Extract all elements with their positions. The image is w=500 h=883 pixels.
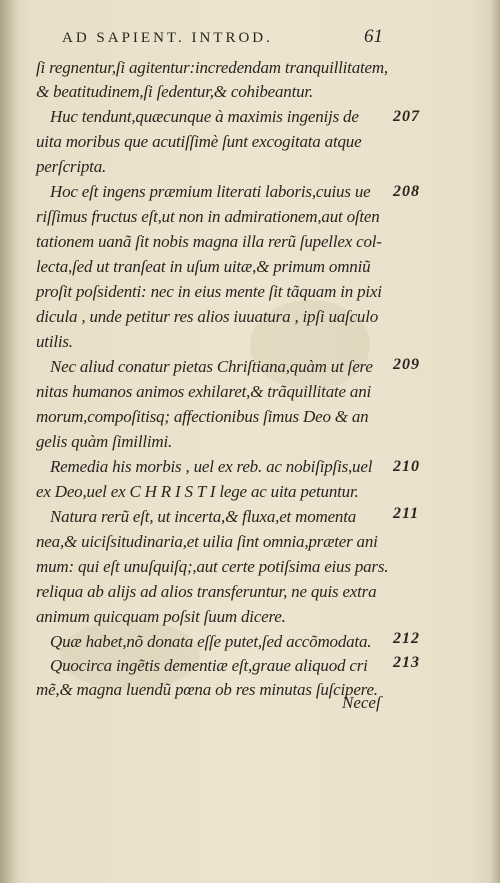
text-line: Huc tendunt,quæcunque à maximis ingenijs de <box>50 107 359 126</box>
text-line: animum quicquam poſsit ſuum dicere. <box>36 607 286 626</box>
text-line: uita moribus que acutiſſimè ſunt excogitata atque <box>36 132 362 151</box>
text-line: morum,compoſitisq; affectionibus ſimus Deo & an <box>36 407 369 426</box>
margin-number: 213 <box>393 654 420 671</box>
margin-number: 212 <box>393 630 420 647</box>
running-head: AD SAPIENT. INTROD. <box>62 30 273 46</box>
text-line: Remedia his morbis , uel ex reb. ac nobiſipſis,uel <box>50 457 373 476</box>
text-line: nea,& uiciſsitudinaria,et uilia ſint omnia,præter ani <box>36 532 378 551</box>
text-line: mum: qui eſt unuſquiſq;,aut certe potiſsima eius pars. <box>36 557 389 576</box>
text-line: ex Deo,uel ex C H R I S T I lege ac uita petuntur. <box>36 482 359 501</box>
text-line: reliqua ab alijs ad alios transferuntur, ne quis extra <box>36 582 377 601</box>
text-line: utilis. <box>36 332 73 351</box>
text-line: riſſimus fructus eſt,ut non in admirationem,aut oſten <box>36 207 380 226</box>
text-line: Hoc eſt ingens præmium literati laboris,cuius ue <box>50 182 371 201</box>
text-line: nitas humanos animos exhilaret,& trãquillitate ani <box>36 382 372 401</box>
text-line: ſi regnentur,ſi agitentur:incredendam tranquillitatem, <box>36 58 388 77</box>
text-line: Quæ habet,nõ donata eſſe putet,ſed accõmodata. <box>50 632 372 651</box>
text-line: gelis quàm ſimillimi. <box>36 432 173 451</box>
text-line: tationem uanã ſit nobis magna illa rerũ ſupellex col- <box>36 232 382 251</box>
text-line: & beatitudinem,ſi ſedentur,& cohibeantur. <box>36 82 313 101</box>
page-number: 61 <box>364 26 383 47</box>
margin-number: 210 <box>393 458 420 475</box>
text-line: Natura rerũ eſt, ut incerta,& fluxa,et momenta <box>50 507 357 526</box>
text-line: perſcripta. <box>36 157 107 176</box>
text-line: proſit poſsidenti: nec in eius mente ſit tãquam in pixi <box>36 282 382 301</box>
margin-number: 209 <box>393 356 420 373</box>
text-line: dicula , unde petitur res alios iuuatura , ipſi uaſculo <box>36 307 379 326</box>
text-line: mẽ,& magna luendũ pœna ob res minutas ſuſcipere. <box>36 680 378 699</box>
text-line: Quocirca ingẽtis dementiæ eſt,graue aliquod cri <box>50 656 368 675</box>
margin-number: 207 <box>393 108 420 125</box>
margin-number: 211 <box>393 505 420 522</box>
text-line: Nec aliud conatur pietas Chriſtiana,quàm ut ſere <box>50 357 373 376</box>
text-line: lecta,ſed ut tranſeat in uſum uitæ,& primum omniũ <box>36 257 371 276</box>
catchword: Neceſ <box>342 693 381 712</box>
margin-number: 208 <box>393 183 420 200</box>
